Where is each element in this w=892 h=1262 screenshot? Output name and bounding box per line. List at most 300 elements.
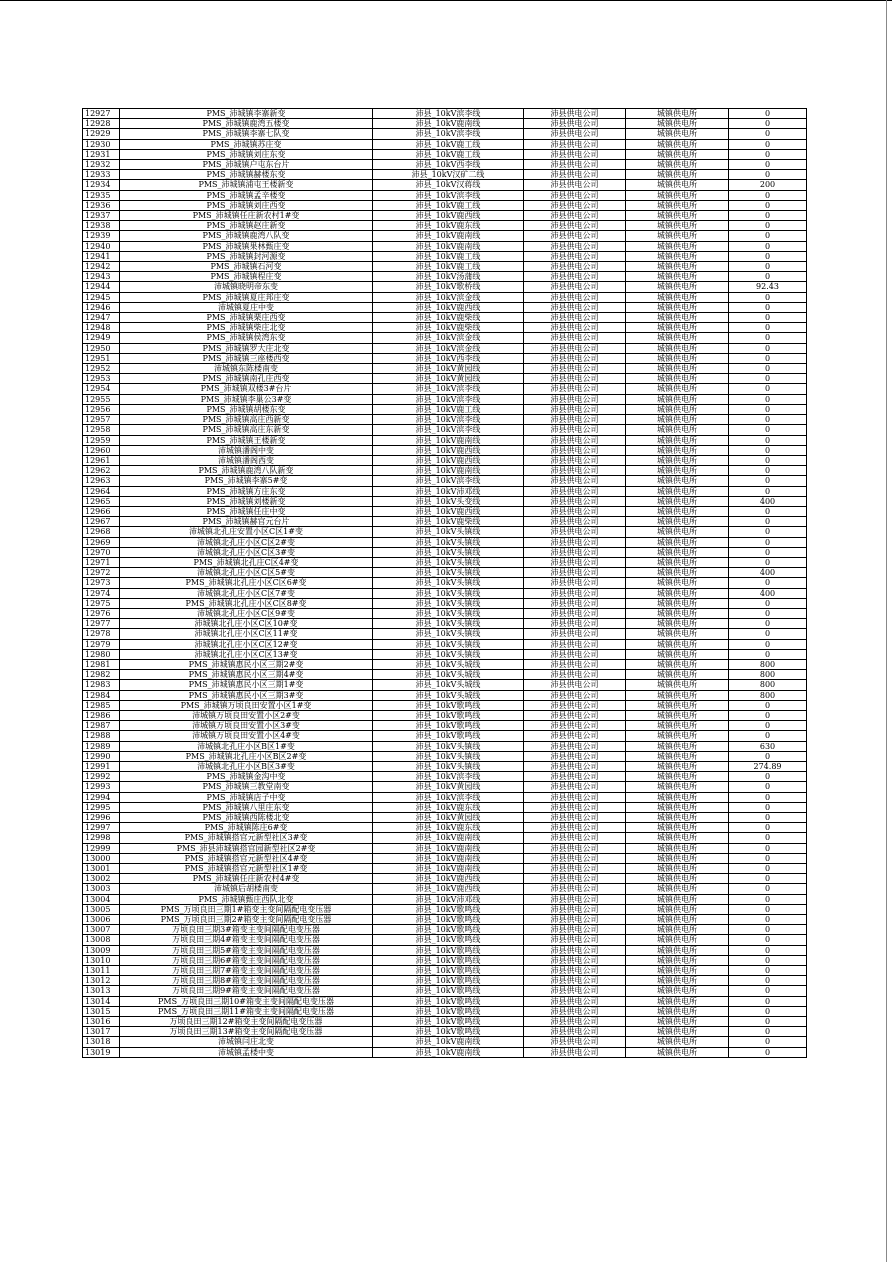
- feeder-line-cell: 沛县_10kV鹿东线: [373, 802, 524, 812]
- row-id-cell: 13010: [83, 955, 120, 965]
- table-row: [83, 364, 807, 374]
- transformer-name-cell: 沛城镇北孔庄小区C区7#变: [120, 588, 373, 598]
- value-cell: 0: [729, 986, 807, 996]
- feeder-line-cell: 沛县_10kV鹿南线: [373, 853, 524, 863]
- company-cell: 沛县供电公司: [524, 506, 626, 516]
- value-cell: 0: [729, 853, 807, 863]
- transformer-name-cell: PMS_沛城镇夏庄邦庄变: [120, 292, 373, 302]
- feeder-line-cell: 沛县_10kV鹿西线: [373, 506, 524, 516]
- row-id-cell: 12961: [83, 455, 120, 465]
- row-id-cell: 12951: [83, 353, 120, 363]
- transformer-name-cell: PMS_沛城镇万顷良田安置小区1#变: [120, 700, 373, 710]
- table-row: [83, 721, 807, 731]
- row-id-cell: 13007: [83, 925, 120, 935]
- transformer-name-cell: PMS_沛城镇搭官元新型社区4#变: [120, 853, 373, 863]
- company-cell: 沛县供电公司: [524, 109, 626, 119]
- station-cell: 城镇供电所: [626, 782, 729, 792]
- table-row: [83, 915, 807, 925]
- table-row: [83, 996, 807, 1006]
- table-row: [83, 547, 807, 557]
- page-right-border: [886, 0, 887, 1262]
- station-cell: 城镇供电所: [626, 986, 729, 996]
- row-id-cell: 13017: [83, 1027, 120, 1037]
- table-row: [83, 496, 807, 506]
- company-cell: 沛县供电公司: [524, 864, 626, 874]
- table-row: [83, 506, 807, 516]
- feeder-line-cell: 沛县_10kV沛邓线: [373, 894, 524, 904]
- station-cell: 城镇供电所: [626, 200, 729, 210]
- row-id-cell: 12991: [83, 762, 120, 772]
- feeder-line-cell: 沛县_10kV头城线: [373, 680, 524, 690]
- transformer-name-cell: PMS_沛城镇苏庄变: [120, 139, 373, 149]
- row-id-cell: 13019: [83, 1047, 120, 1057]
- row-id-cell: 12929: [83, 129, 120, 139]
- station-cell: 城镇供电所: [626, 302, 729, 312]
- row-id-cell: 13012: [83, 976, 120, 986]
- company-cell: 沛县供电公司: [524, 466, 626, 476]
- feeder-line-cell: 沛县_10kV沛邓线: [373, 486, 524, 496]
- row-id-cell: 12973: [83, 578, 120, 588]
- feeder-line-cell: 沛县_10kV歌鸣线: [373, 935, 524, 945]
- row-id-cell: 13011: [83, 966, 120, 976]
- feeder-line-cell: 沛县_10kV鹿南线: [373, 119, 524, 129]
- station-cell: 城镇供电所: [626, 945, 729, 955]
- value-cell: 0: [729, 813, 807, 823]
- station-cell: 城镇供电所: [626, 404, 729, 414]
- value-cell: 92.43: [729, 282, 807, 292]
- table-row: [83, 731, 807, 741]
- row-id-cell: 13009: [83, 945, 120, 955]
- value-cell: 0: [729, 751, 807, 761]
- row-id-cell: 12943: [83, 272, 120, 282]
- value-cell: 0: [729, 160, 807, 170]
- transformer-name-cell: PMS_沛城镇甄庄西队北变: [120, 894, 373, 904]
- company-cell: 沛县供电公司: [524, 578, 626, 588]
- transformer-name-cell: PMS_沛城镇北孔庄小区C区8#变: [120, 598, 373, 608]
- station-cell: 城镇供电所: [626, 670, 729, 680]
- company-cell: 沛县供电公司: [524, 680, 626, 690]
- transformer-name-cell: PMS_沛城镇任庄中变: [120, 506, 373, 516]
- table-row: [83, 129, 807, 139]
- transformer-name-cell: 万顷良田三期13#箱变主变间隔配电变压器: [120, 1027, 373, 1037]
- station-cell: 城镇供电所: [626, 710, 729, 720]
- company-cell: 沛县供电公司: [524, 313, 626, 323]
- feeder-line-cell: 沛县_10kV滨李线: [373, 129, 524, 139]
- value-cell: 0: [729, 802, 807, 812]
- table-row: [83, 476, 807, 486]
- table-row: [83, 823, 807, 833]
- table-row: [83, 700, 807, 710]
- table-row: [83, 384, 807, 394]
- table-row: [83, 966, 807, 976]
- station-cell: 城镇供电所: [626, 884, 729, 894]
- value-cell: 0: [729, 241, 807, 251]
- row-id-cell: 12931: [83, 149, 120, 159]
- row-id-cell: 12978: [83, 629, 120, 639]
- station-cell: 城镇供电所: [626, 282, 729, 292]
- value-cell: 0: [729, 955, 807, 965]
- transformer-name-cell: 沛城镇北孔庄小区C区11#变: [120, 629, 373, 639]
- company-cell: 沛县供电公司: [524, 659, 626, 669]
- station-cell: 城镇供电所: [626, 109, 729, 119]
- row-id-cell: 12971: [83, 557, 120, 567]
- transformer-name-cell: 沛城镇万顷良田安置小区3#变: [120, 721, 373, 731]
- station-cell: 城镇供电所: [626, 119, 729, 129]
- company-cell: 沛县供电公司: [524, 425, 626, 435]
- feeder-line-cell: 沛县_10kV歌鸣线: [373, 1027, 524, 1037]
- station-cell: 城镇供电所: [626, 690, 729, 700]
- value-cell: 0: [729, 364, 807, 374]
- table-body: [83, 109, 807, 1058]
- row-id-cell: 12982: [83, 670, 120, 680]
- feeder-line-cell: 沛县_10kV鹿工线: [373, 139, 524, 149]
- row-id-cell: 12998: [83, 833, 120, 843]
- transformer-name-cell: PMS_沛城镇孟辛楼变: [120, 190, 373, 200]
- transformer-name-cell: 沛城镇北孔庄小区B区1#变: [120, 741, 373, 751]
- value-cell: 0: [729, 262, 807, 272]
- feeder-line-cell: 沛县_10kV头镇线: [373, 649, 524, 659]
- table-row: [83, 537, 807, 547]
- station-cell: 城镇供电所: [626, 629, 729, 639]
- station-cell: 城镇供电所: [626, 517, 729, 527]
- station-cell: 城镇供电所: [626, 721, 729, 731]
- feeder-line-cell: 沛县_10kV鹿工线: [373, 200, 524, 210]
- transformer-name-cell: 沛城镇夏庄中变: [120, 302, 373, 312]
- table-row: [83, 302, 807, 312]
- transformer-name-cell: PMS_沛城镇双楼3#台片: [120, 384, 373, 394]
- company-cell: 沛县供电公司: [524, 180, 626, 190]
- transformer-name-cell: PMS_沛城镇封河源变: [120, 251, 373, 261]
- feeder-line-cell: 沛县_10kV滨金线: [373, 333, 524, 343]
- transformer-name-cell: 沛城镇东陈楼南变: [120, 364, 373, 374]
- transformer-name-cell: PMS_沛城镇赫楼东变: [120, 170, 373, 180]
- table-row: [83, 109, 807, 119]
- transformer-name-cell: PMS_沛城镇赵庄新变: [120, 221, 373, 231]
- station-cell: 城镇供电所: [626, 435, 729, 445]
- company-cell: 沛县供电公司: [524, 588, 626, 598]
- company-cell: 沛县供电公司: [524, 435, 626, 445]
- feeder-line-cell: 沛县_10kV鹿柴线: [373, 313, 524, 323]
- station-cell: 城镇供电所: [626, 680, 729, 690]
- row-id-cell: 13015: [83, 1006, 120, 1016]
- company-cell: 沛县供电公司: [524, 976, 626, 986]
- table-row: [83, 190, 807, 200]
- row-id-cell: 12989: [83, 741, 120, 751]
- value-cell: 0: [729, 639, 807, 649]
- table-row: [83, 211, 807, 221]
- station-cell: 城镇供电所: [626, 649, 729, 659]
- table-row: [83, 741, 807, 751]
- station-cell: 城镇供电所: [626, 547, 729, 557]
- station-cell: 城镇供电所: [626, 966, 729, 976]
- transformer-name-cell: PMS_沛城镇浦屯王楼新变: [120, 180, 373, 190]
- transformer-name-cell: PMS_沛城镇北孔庄小区C区6#变: [120, 578, 373, 588]
- company-cell: 沛县供电公司: [524, 1027, 626, 1037]
- value-cell: 0: [729, 374, 807, 384]
- station-cell: 城镇供电所: [626, 1037, 729, 1047]
- transformer-name-cell: PMS_沛城镇石河变: [120, 262, 373, 272]
- feeder-line-cell: 沛县_10kV鹿西线: [373, 874, 524, 884]
- station-cell: 城镇供电所: [626, 1027, 729, 1037]
- row-id-cell: 12952: [83, 364, 120, 374]
- row-id-cell: 12999: [83, 843, 120, 853]
- value-cell: 200: [729, 180, 807, 190]
- feeder-line-cell: 沛县_10kV歌鸣线: [373, 710, 524, 720]
- feeder-line-cell: 沛县_10kV滨李线: [373, 415, 524, 425]
- station-cell: 城镇供电所: [626, 262, 729, 272]
- feeder-line-cell: 沛县_10kV头镇线: [373, 527, 524, 537]
- row-id-cell: 12996: [83, 813, 120, 823]
- table-row: [83, 241, 807, 251]
- value-cell: 0: [729, 792, 807, 802]
- feeder-line-cell: 沛县_10kV滨金线: [373, 292, 524, 302]
- value-cell: 0: [729, 486, 807, 496]
- company-cell: 沛县供电公司: [524, 486, 626, 496]
- table-row: [83, 762, 807, 772]
- value-cell: 800: [729, 680, 807, 690]
- row-id-cell: 12957: [83, 415, 120, 425]
- station-cell: 城镇供电所: [626, 455, 729, 465]
- station-cell: 城镇供电所: [626, 598, 729, 608]
- station-cell: 城镇供电所: [626, 639, 729, 649]
- station-cell: 城镇供电所: [626, 506, 729, 516]
- row-id-cell: 12986: [83, 710, 120, 720]
- company-cell: 沛县供电公司: [524, 935, 626, 945]
- company-cell: 沛县供电公司: [524, 1017, 626, 1027]
- feeder-line-cell: 沛县_10kV汉矿二线: [373, 170, 524, 180]
- company-cell: 沛县供电公司: [524, 527, 626, 537]
- transformer-name-cell: 万顷良田三期5#箱变主变间隔配电变压器: [120, 945, 373, 955]
- transformer-data-table: [82, 108, 807, 1058]
- feeder-line-cell: 沛县_10kV黄园线: [373, 374, 524, 384]
- station-cell: 城镇供电所: [626, 394, 729, 404]
- table-row: [83, 343, 807, 353]
- station-cell: 城镇供电所: [626, 364, 729, 374]
- row-id-cell: 12956: [83, 404, 120, 414]
- row-id-cell: 13003: [83, 884, 120, 894]
- transformer-name-cell: 沛城镇后胡楼南变: [120, 884, 373, 894]
- station-cell: 城镇供电所: [626, 343, 729, 353]
- table-row: [83, 976, 807, 986]
- row-id-cell: 12954: [83, 384, 120, 394]
- table-row: [83, 557, 807, 567]
- feeder-line-cell: 沛县_10kV头镇线: [373, 568, 524, 578]
- row-id-cell: 12990: [83, 751, 120, 761]
- company-cell: 沛县供电公司: [524, 700, 626, 710]
- value-cell: 274.89: [729, 762, 807, 772]
- transformer-name-cell: PMS_沛城镇柴庄北变: [120, 323, 373, 333]
- station-cell: 城镇供电所: [626, 486, 729, 496]
- feeder-line-cell: 沛县_10kV头镇线: [373, 619, 524, 629]
- row-id-cell: 12975: [83, 598, 120, 608]
- transformer-name-cell: PMS_沛城镇李寨新变: [120, 109, 373, 119]
- company-cell: 沛县供电公司: [524, 639, 626, 649]
- value-cell: 0: [729, 598, 807, 608]
- table-row: [83, 945, 807, 955]
- company-cell: 沛县供电公司: [524, 986, 626, 996]
- feeder-line-cell: 沛县_10kV头镇线: [373, 639, 524, 649]
- station-cell: 城镇供电所: [626, 323, 729, 333]
- table-row: [83, 608, 807, 618]
- company-cell: 沛县供电公司: [524, 996, 626, 1006]
- station-cell: 城镇供电所: [626, 1006, 729, 1016]
- table-row: [83, 904, 807, 914]
- feeder-line-cell: 沛县_10kV鹿南线: [373, 466, 524, 476]
- table-row: [83, 853, 807, 863]
- transformer-name-cell: 万顷良田三期9#箱变主变间隔配电变压器: [120, 986, 373, 996]
- feeder-line-cell: 沛县_10kV西李线: [373, 160, 524, 170]
- station-cell: 城镇供电所: [626, 619, 729, 629]
- row-id-cell: 12960: [83, 445, 120, 455]
- company-cell: 沛县供电公司: [524, 272, 626, 282]
- row-id-cell: 12974: [83, 588, 120, 598]
- value-cell: 0: [729, 415, 807, 425]
- transformer-name-cell: PMS_沛城镇金沟中变: [120, 772, 373, 782]
- value-cell: 0: [729, 384, 807, 394]
- company-cell: 沛县供电公司: [524, 547, 626, 557]
- company-cell: 沛县供电公司: [524, 343, 626, 353]
- table-row: [83, 282, 807, 292]
- value-cell: 0: [729, 231, 807, 241]
- table-row: [83, 690, 807, 700]
- transformer-name-cell: PMS_沛城镇栗庄西变: [120, 313, 373, 323]
- row-id-cell: 12936: [83, 200, 120, 210]
- feeder-line-cell: 沛县_10kV滨李线: [373, 190, 524, 200]
- station-cell: 城镇供电所: [626, 894, 729, 904]
- company-cell: 沛县供电公司: [524, 608, 626, 618]
- feeder-line-cell: 沛县_10kV滨李线: [373, 109, 524, 119]
- feeder-line-cell: 沛县_10kV歌鸣线: [373, 996, 524, 1006]
- company-cell: 沛县供电公司: [524, 200, 626, 210]
- value-cell: 0: [729, 996, 807, 1006]
- company-cell: 沛县供电公司: [524, 374, 626, 384]
- table-row: [83, 517, 807, 527]
- company-cell: 沛县供电公司: [524, 915, 626, 925]
- transformer-name-cell: 万顷良田三期12#箱变主变间隔配电变压器: [120, 1017, 373, 1027]
- feeder-line-cell: 沛县_10kV鹿南线: [373, 833, 524, 843]
- table-row: [83, 659, 807, 669]
- transformer-name-cell: PMS_沛城镇惠民小区三期4#变: [120, 670, 373, 680]
- value-cell: 0: [729, 435, 807, 445]
- company-cell: 沛县供电公司: [524, 404, 626, 414]
- row-id-cell: 12997: [83, 823, 120, 833]
- station-cell: 城镇供电所: [626, 568, 729, 578]
- station-cell: 城镇供电所: [626, 874, 729, 884]
- transformer-name-cell: PMS_沛城镇三座楼西变: [120, 353, 373, 363]
- table-row: [83, 649, 807, 659]
- transformer-name-cell: PMS_沛城镇罗大庄北变: [120, 343, 373, 353]
- feeder-line-cell: 沛县_10kV鹿东线: [373, 823, 524, 833]
- table-row: [83, 404, 807, 414]
- feeder-line-cell: 沛县_10kV鹿西线: [373, 455, 524, 465]
- row-id-cell: 12979: [83, 639, 120, 649]
- station-cell: 城镇供电所: [626, 333, 729, 343]
- table-row: [83, 864, 807, 874]
- row-id-cell: 13014: [83, 996, 120, 1006]
- company-cell: 沛县供电公司: [524, 802, 626, 812]
- transformer-name-cell: PMS_万顷良田三期10#箱变主变间隔配电变压器: [120, 996, 373, 1006]
- company-cell: 沛县供电公司: [524, 925, 626, 935]
- value-cell: 0: [729, 843, 807, 853]
- transformer-name-cell: PMS_沛城镇惠民小区三期3#变: [120, 690, 373, 700]
- table-row: [83, 802, 807, 812]
- table-row: [83, 374, 807, 384]
- transformer-name-cell: 万顷良田三期3#箱变主变间隔配电变压器: [120, 925, 373, 935]
- row-id-cell: 12930: [83, 139, 120, 149]
- company-cell: 沛县供电公司: [524, 629, 626, 639]
- row-id-cell: 12984: [83, 690, 120, 700]
- company-cell: 沛县供电公司: [524, 394, 626, 404]
- row-id-cell: 12934: [83, 180, 120, 190]
- row-id-cell: 12953: [83, 374, 120, 384]
- row-id-cell: 12994: [83, 792, 120, 802]
- company-cell: 沛县供电公司: [524, 455, 626, 465]
- station-cell: 城镇供电所: [626, 445, 729, 455]
- value-cell: 0: [729, 119, 807, 129]
- station-cell: 城镇供电所: [626, 170, 729, 180]
- transformer-name-cell: PMS_沛城镇惠民小区三期2#变: [120, 659, 373, 669]
- value-cell: 400: [729, 496, 807, 506]
- table-row: [83, 843, 807, 853]
- value-cell: 0: [729, 302, 807, 312]
- value-cell: 0: [729, 506, 807, 516]
- value-cell: 0: [729, 292, 807, 302]
- transformer-name-cell: PMS_沛城镇任庄新农村4#变: [120, 874, 373, 884]
- value-cell: 0: [729, 782, 807, 792]
- transformer-name-cell: 沛城镇潘阁西变: [120, 455, 373, 465]
- row-id-cell: 12981: [83, 659, 120, 669]
- company-cell: 沛县供电公司: [524, 955, 626, 965]
- company-cell: 沛县供电公司: [524, 251, 626, 261]
- table-row: [83, 221, 807, 231]
- company-cell: 沛县供电公司: [524, 792, 626, 802]
- transformer-name-cell: 沛城镇北孔庄小区C区2#变: [120, 537, 373, 547]
- row-id-cell: 12945: [83, 292, 120, 302]
- feeder-line-cell: 沛县_10kV西李线: [373, 353, 524, 363]
- value-cell: 800: [729, 670, 807, 680]
- transformer-name-cell: 万顷良田三期7#箱变主变间隔配电变压器: [120, 966, 373, 976]
- value-cell: 0: [729, 353, 807, 363]
- station-cell: 城镇供电所: [626, 792, 729, 802]
- company-cell: 沛县供电公司: [524, 568, 626, 578]
- company-cell: 沛县供电公司: [524, 384, 626, 394]
- station-cell: 城镇供电所: [626, 904, 729, 914]
- row-id-cell: 12992: [83, 772, 120, 782]
- transformer-name-cell: PMS_沛城镇李寨七队变: [120, 129, 373, 139]
- feeder-line-cell: 沛县_10kV鹿南线: [373, 1047, 524, 1057]
- station-cell: 城镇供电所: [626, 864, 729, 874]
- table-row: [83, 710, 807, 720]
- station-cell: 城镇供电所: [626, 751, 729, 761]
- value-cell: 0: [729, 649, 807, 659]
- table-row: [83, 833, 807, 843]
- row-id-cell: 12935: [83, 190, 120, 200]
- station-cell: 城镇供电所: [626, 180, 729, 190]
- station-cell: 城镇供电所: [626, 659, 729, 669]
- feeder-line-cell: 沛县_10kV滨李线: [373, 425, 524, 435]
- value-cell: 0: [729, 527, 807, 537]
- table-row: [83, 751, 807, 761]
- page-top-border: [0, 0, 892, 1]
- feeder-line-cell: 沛县_10kV头城线: [373, 670, 524, 680]
- transformer-name-cell: PMS_沛城镇鹿湾八队新变: [120, 466, 373, 476]
- table-row: [83, 425, 807, 435]
- transformer-name-cell: PMS_沛城镇南孔庄西变: [120, 374, 373, 384]
- value-cell: 0: [729, 200, 807, 210]
- table-row: [83, 670, 807, 680]
- row-id-cell: 13006: [83, 915, 120, 925]
- feeder-line-cell: 沛县_10kV滨李线: [373, 772, 524, 782]
